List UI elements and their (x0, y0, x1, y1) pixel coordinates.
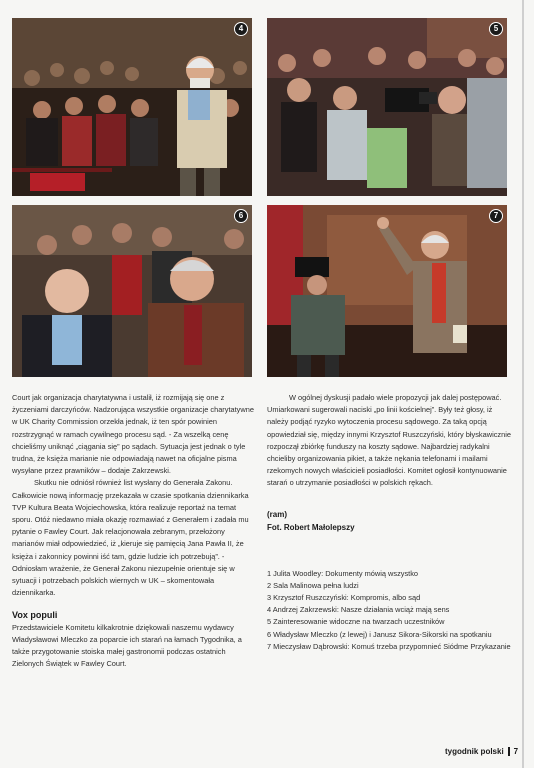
photo-6-guests (12, 205, 252, 377)
body-paragraph: Court jak organizacja charytatywna i ustalił, iż rozmijają się one z życzeniami darczyńców. Nadzorująca wszystkie organizacje charytatywne w UK Charity Commission orzekła jednak, iż ten spór powinien rozstrzygnąć w ramach cywilnego procesu sąd. - Za wszelką cenę chcieliśmy uniknąć „ciągania się” po sądach. Sytuacja jest jednak o tyle trudna, że księża marianie nie odpowiadają nawet na oficjalne pisma wysyłane przez prawników – dodaje Zakrzewski. (12, 393, 254, 476)
caption-item: 4 Andrzej Zakrzewski: Nasze działania wciąż mają sens (267, 605, 450, 615)
photo-number-badge: 6 (234, 209, 248, 223)
caption-item: 2 Sala Malinowa pełna ludzi (267, 580, 359, 590)
page-footer (445, 747, 518, 756)
photo-7-question (267, 205, 507, 377)
page-edge-rule (522, 0, 524, 768)
caption-item: 1 Julita Woodley: Dokumenty mówią wszystko (267, 568, 419, 578)
caption-item: 7 Mieczysław Dąbrowski: Komuś trzeba przypomnieć Siódme Przykazanie (267, 641, 511, 651)
caption-item: 3 Krzysztof Ruszczyński: Kompromis, albo sąd (267, 593, 421, 603)
body-paragraph: Przedstawiciele Komitetu kilkakrotnie dziękowali naszemu wydawcy Władysławowi Mleczko za poparcie ich starań na łamach Tygodnika, a także przygotowanie stoiska małej gastronomii podczas ostatnich Zielonych Świątek w Fawley Court. (12, 622, 242, 669)
author-signature: (ram) (267, 509, 288, 519)
body-paragraph: W ogólnej dyskusji padało wiele propozycji jak dalej postępować. Umiarkowani sugerowali naciski „po linii kościelnej”. Były też głosy, iż należy podjąć ryzyko wytoczenia procesu sądowego. Za taką opcją opowiedział się, między innymi Krzysztof Ruszczyński, który błyskawicznie rozpoczął zbiórkę funduszy na koszty sądowe. Najbardziej radykalni chcieliby organizowania pikiet, a także nękania telefonami i mailami rzekomych nowych właścicieli posiadłości. Komitet ogłosił kontynuowanie starań o utrzymanie posiadłości w polskich rękach. (267, 393, 511, 488)
photo-number-badge: 7 (489, 209, 503, 223)
photo-credit: Fot. Robert Małolepszy (267, 522, 355, 532)
publication-name: tygodnik polski (445, 747, 504, 756)
photo-4-speaker (12, 18, 252, 196)
photo-number-badge: 4 (234, 22, 248, 36)
body-paragraph: Skutku nie odniósł również list wysłany do Generała Zakonu. Całkowicie nową informację przekazała w czasie spotkania dziennikarka TVP Kultura Beata Wojciechowska, która realizuje reportaż na temat sporu. Otóż niedawno miała okazję rozmawiać z Generałem i zadała mu pytanie o Fawley Court. Jak relacjonowała zebranym, przełożony marianów miał odpowiedzieć, iż „kieruje się pamięcią Jana Pawła II, że księża i zakonnicy powinni iść tam, gdzie ludzie ich potrzebują”. - Odniosłam wrażenie, że Generał Zakonu niezupełnie orientuje się w sytuacji i potrzebach polskich wiernych w UK – skomentowała dziennikarka. (12, 478, 249, 598)
photo-captions (267, 568, 511, 653)
photo-5-audience (267, 18, 507, 196)
caption-item: 5 Zainteresowanie widoczne na twarzach uczestników (267, 617, 445, 627)
page-number: 7 (508, 747, 518, 756)
article-left-column (12, 392, 258, 670)
article-right-column (267, 392, 511, 653)
photo-number-badge: 5 (489, 22, 503, 36)
section-subhead: Vox populi (12, 610, 58, 621)
caption-item: 6 Władysław Mleczko (z lewej) i Janusz Sikora-Sikorski na spotkaniu (267, 629, 492, 639)
